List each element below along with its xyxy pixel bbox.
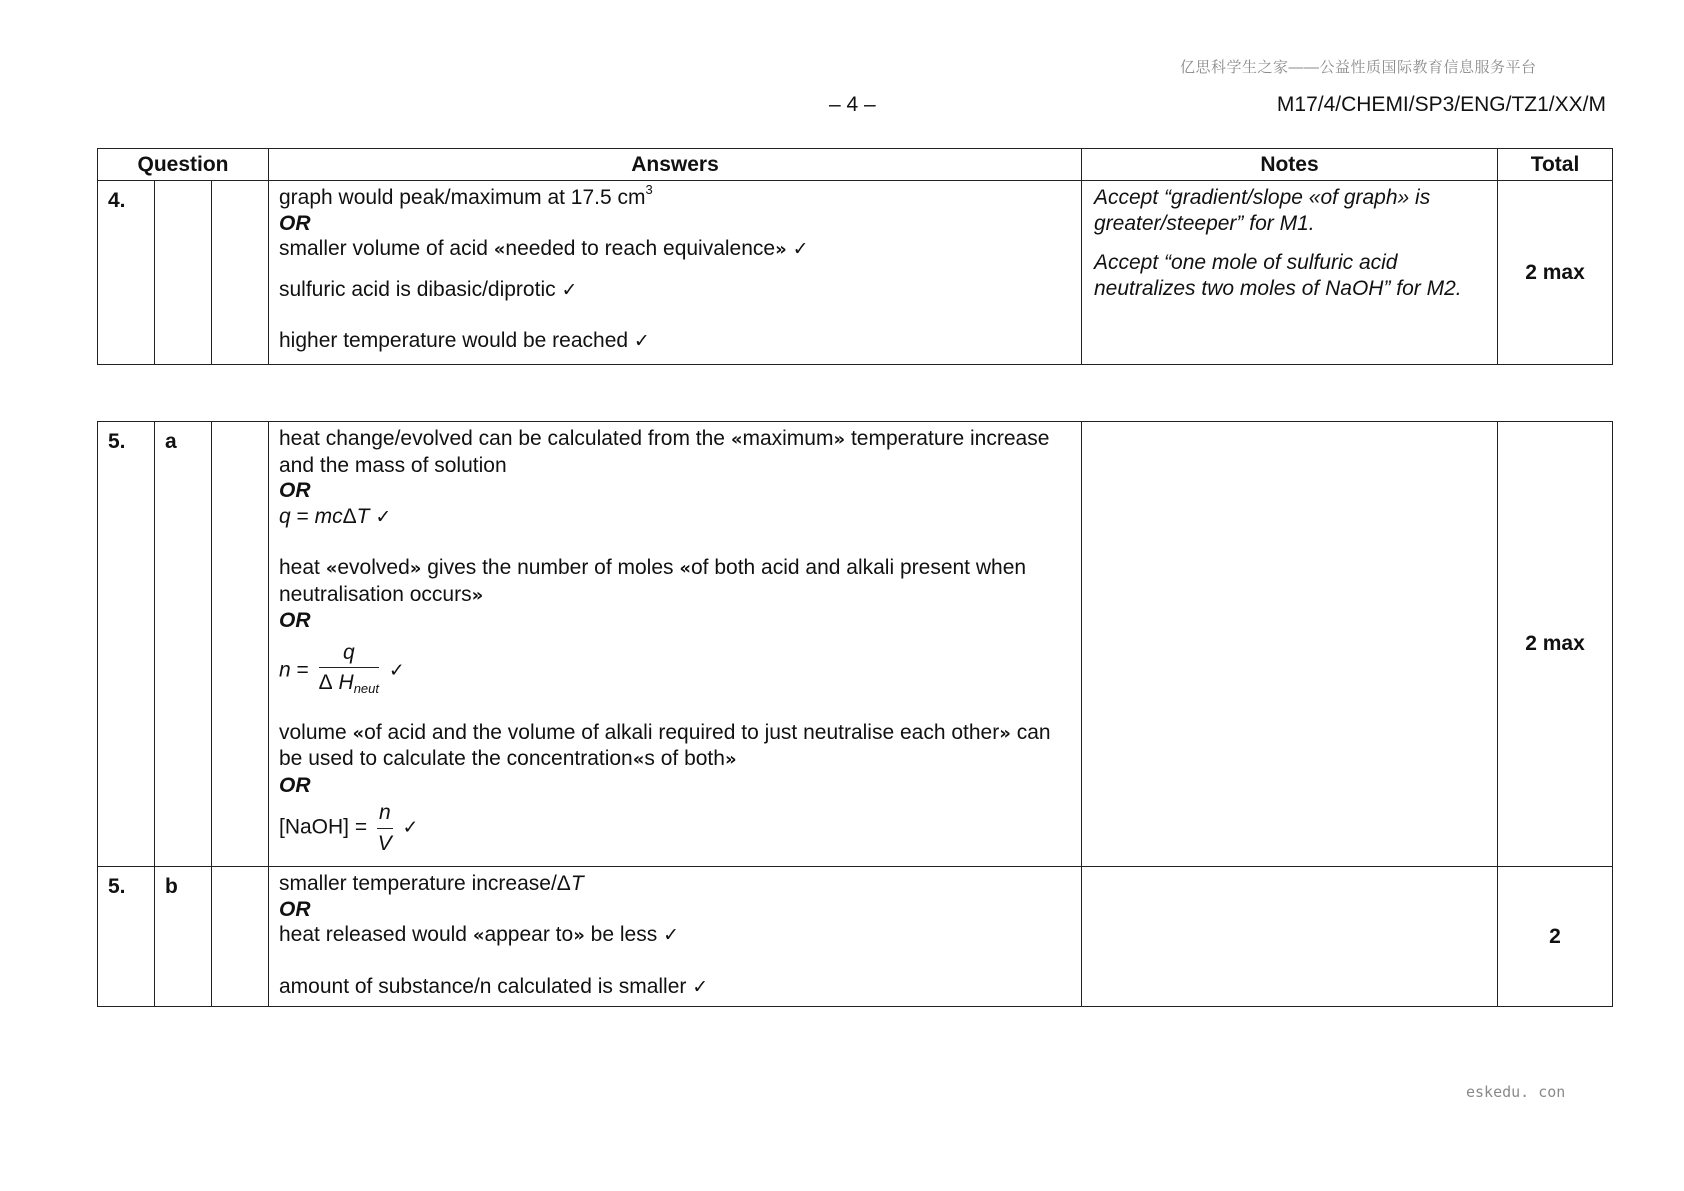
equation-n-q-over-dh: n = $\frac{q}{\text{Δ Hneut}}$ ✓ <box>279 640 1071 702</box>
answer-cell <box>269 422 1082 867</box>
fraction: $\frac{q}{\text{Δ Hneut}}$ <box>318 640 379 696</box>
note-m2: Accept “one mole of sulfuric acid neutralizes two moles of NaOH” for M2. <box>1094 251 1462 300</box>
answer-line: amount of substance/n calculated is smaller ✓ <box>279 974 709 998</box>
check-icon: ✓ <box>633 330 650 352</box>
document-code: M17/4/CHEMI/SP3/ENG/TZ1/XX/M <box>1276 93 1606 116</box>
answer-line: graph would peak/maximum at 17.5 $cm^3$ <box>279 182 653 209</box>
notes-cell <box>1082 181 1498 365</box>
table-header-row <box>98 149 1613 181</box>
footer-watermark: eskedu. con <box>1466 1083 1566 1101</box>
column-header-answers: Answers <box>269 149 1082 181</box>
column-header-total: Total <box>1498 149 1613 181</box>
or-label: OR <box>279 609 311 632</box>
notes-cell <box>1082 867 1498 1007</box>
answer-line: smaller volume of acid «needed to reach equivalence» ✓ <box>279 237 809 260</box>
check-icon: ✓ <box>375 505 392 528</box>
answer-line: heat change/evolved can be calculated from the «maximum» temperature increase and the mass of solution <box>279 427 1050 477</box>
answer-line: heat «evolved» gives the number of moles «of both acid and alkali present when neutralisation occurs» <box>279 556 1027 606</box>
check-icon: ✓ <box>792 238 809 260</box>
markscheme-table-q4 <box>97 148 1613 365</box>
table-row <box>98 181 1613 365</box>
question-subpart <box>212 422 269 867</box>
question-subpart <box>212 181 269 365</box>
total-marks: 2 max <box>1498 422 1613 867</box>
header-watermark: 亿思科学生之家——公益性质国际教育信息服务平台 <box>1180 59 1537 76</box>
check-icon: ✓ <box>663 924 679 946</box>
check-icon: ✓ <box>692 975 709 998</box>
total-marks: 2 <box>1498 867 1613 1007</box>
notes-cell <box>1082 422 1498 867</box>
answer-cell <box>269 867 1082 1007</box>
question-number: 5. <box>98 422 155 867</box>
note-m1: Accept “gradient/slope «of graph» is greater/steeper” for M1. <box>1094 186 1431 235</box>
or-label: OR <box>279 773 311 797</box>
question-subpart <box>212 867 269 1007</box>
or-label: OR <box>279 479 311 502</box>
question-number: 4. <box>98 181 155 365</box>
markscheme-table-q5 <box>97 421 1613 1007</box>
answer-line: volume «of acid and the volume of alkali required to just neutralise each other» can be used to calculate the concentration«s of both» <box>279 720 1051 770</box>
equation-q-mcdt: q = mcΔT ✓ <box>279 504 392 528</box>
column-header-notes: Notes <box>1082 149 1498 181</box>
answer-line: higher temperature would be reached ✓ <box>279 329 650 352</box>
check-icon: ✓ <box>388 659 405 682</box>
question-number: 5. <box>98 867 155 1007</box>
fraction: $\frac{n}{V}$ <box>377 801 392 855</box>
total-marks: 2 max <box>1498 181 1613 365</box>
table-row <box>98 867 1613 1007</box>
or-label: OR <box>279 897 311 921</box>
answer-line: smaller temperature increase/ΔT <box>279 872 584 895</box>
or-label: OR <box>279 211 311 235</box>
column-header-question: Question <box>98 149 269 181</box>
check-icon: ✓ <box>402 816 419 839</box>
answer-cell <box>269 181 1082 365</box>
page-number: – 4 – <box>829 93 876 116</box>
check-icon: ✓ <box>561 278 578 301</box>
table-row <box>98 422 1613 867</box>
question-part: a <box>155 422 212 867</box>
equation-naoh-n-over-v: [NaOH] = $\frac{n}{V}$ ✓ <box>279 801 419 855</box>
answer-line: heat released would «appear to» be less ✓ <box>279 923 679 946</box>
question-part: b <box>155 867 212 1007</box>
answer-line: sulfuric acid is dibasic/diprotic ✓ <box>279 277 578 301</box>
question-part <box>155 181 212 365</box>
